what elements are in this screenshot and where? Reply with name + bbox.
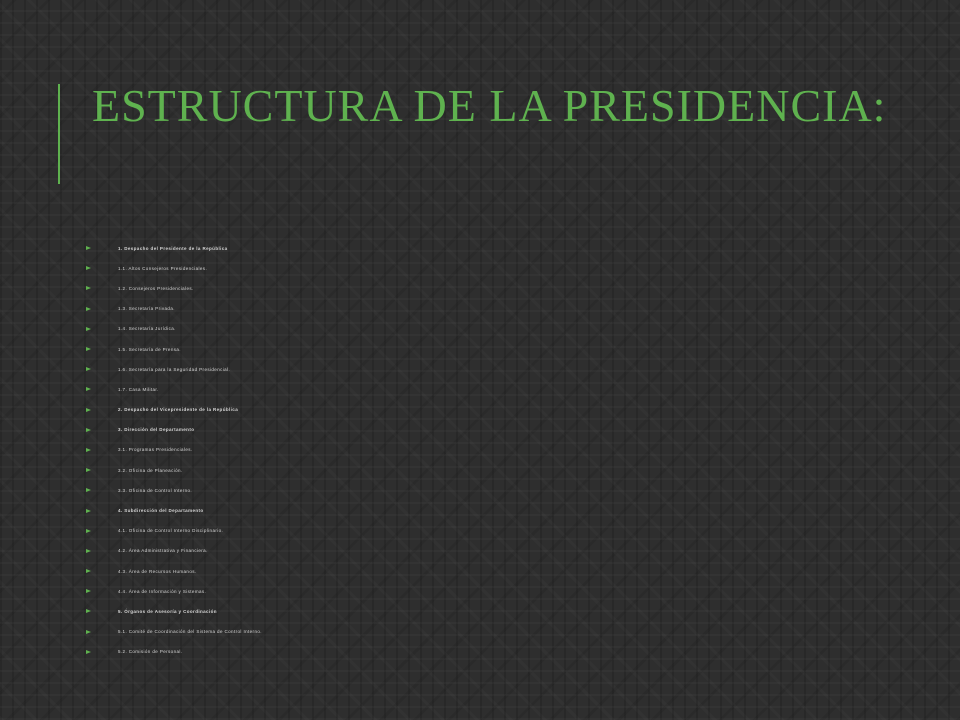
triangle-bullet-icon: [86, 327, 91, 331]
list-item: [86, 379, 886, 399]
list-item-text: 5.2. Comisión de Personal.: [118, 649, 183, 655]
triangle-bullet-icon: [86, 509, 91, 513]
triangle-bullet-icon: [86, 408, 91, 412]
triangle-bullet-icon: [86, 549, 91, 553]
list-item-text: 4.3. Área de Recursos Humanos.: [118, 568, 197, 574]
list-item-text: 4. Subdirección del Departamento: [118, 508, 204, 514]
list-item: [86, 339, 886, 359]
triangle-bullet-icon: [86, 286, 91, 290]
list-item: [86, 622, 886, 642]
list-item: [86, 420, 886, 440]
triangle-bullet-icon: [86, 589, 91, 593]
list-item-text: 3.2. Oficina de Planeación.: [118, 467, 183, 473]
list-item-text: 4.4. Área de Información y Sistemas.: [118, 588, 207, 594]
list-item: [86, 500, 886, 520]
list-item-text: 1.3. Secretaría Privada.: [118, 306, 175, 312]
triangle-bullet-icon: [86, 367, 91, 371]
triangle-bullet-icon: [86, 630, 91, 634]
triangle-bullet-icon: [86, 448, 91, 452]
list-item-text: 1.5. Secretaría de Prensa.: [118, 346, 181, 352]
list-item: [86, 561, 886, 581]
triangle-bullet-icon: [86, 266, 91, 270]
triangle-bullet-icon: [86, 428, 91, 432]
list-item: [86, 581, 886, 601]
list-item: [86, 642, 886, 662]
list-item-text: 1.4. Secretaría Jurídica.: [118, 326, 176, 332]
list-item: [86, 400, 886, 420]
list-item: [86, 319, 886, 339]
list-item-text: 1.6. Secretaría para la Seguridad Presidencial.: [118, 366, 231, 372]
list-item-text: 1. Despacho del Presidente de la República: [118, 245, 228, 251]
list-item-text: 1.2. Consejeros Presidenciales.: [118, 285, 194, 291]
title-accent-bar: [58, 84, 60, 184]
list-item-text: 1.7. Casa Militar.: [118, 386, 159, 392]
triangle-bullet-icon: [86, 650, 91, 654]
list-item-text: 2. Despacho del Vicepresidente de la República: [118, 407, 239, 413]
triangle-bullet-icon: [86, 387, 91, 391]
list-item: [86, 299, 886, 319]
list-item-text: 3. Dirección del Departamento: [118, 427, 195, 433]
list-item: [86, 359, 886, 379]
list-item-text: 1.1. Altos Consejeros Presidenciales.: [118, 265, 208, 271]
triangle-bullet-icon: [86, 569, 91, 573]
triangle-bullet-icon: [86, 307, 91, 311]
triangle-bullet-icon: [86, 529, 91, 533]
list-item-text: 5.1. Comité de Coordinación del Sistema de Control Interno.: [118, 629, 262, 635]
slide-title: ESTRUCTURA DE LA PRESIDENCIA:: [92, 80, 887, 131]
list-item: [86, 238, 886, 258]
triangle-bullet-icon: [86, 246, 91, 250]
triangle-bullet-icon: [86, 609, 91, 613]
list-item: [86, 460, 886, 480]
triangle-bullet-icon: [86, 347, 91, 351]
list-item: [86, 521, 886, 541]
list-item: [86, 480, 886, 500]
list-item: [86, 541, 886, 561]
list-item: [86, 440, 886, 460]
triangle-bullet-icon: [86, 468, 91, 472]
list-item-text: 4.1. Oficina de Control Interno Disciplinario.: [118, 528, 224, 534]
list-item: [86, 258, 886, 278]
list-item-text: 3.1. Programas Presidenciales.: [118, 447, 193, 453]
list-item: [86, 278, 886, 298]
triangle-bullet-icon: [86, 488, 91, 492]
list-item-text: 4.2. Área Administrativa y Financiera.: [118, 548, 208, 554]
list-item-text: 5. Órganos de Asesoría y Coordinación: [118, 608, 217, 614]
content-list: [86, 238, 886, 662]
list-item-text: 3.3. Oficina de Control Interno.: [118, 487, 193, 493]
list-item: [86, 601, 886, 621]
